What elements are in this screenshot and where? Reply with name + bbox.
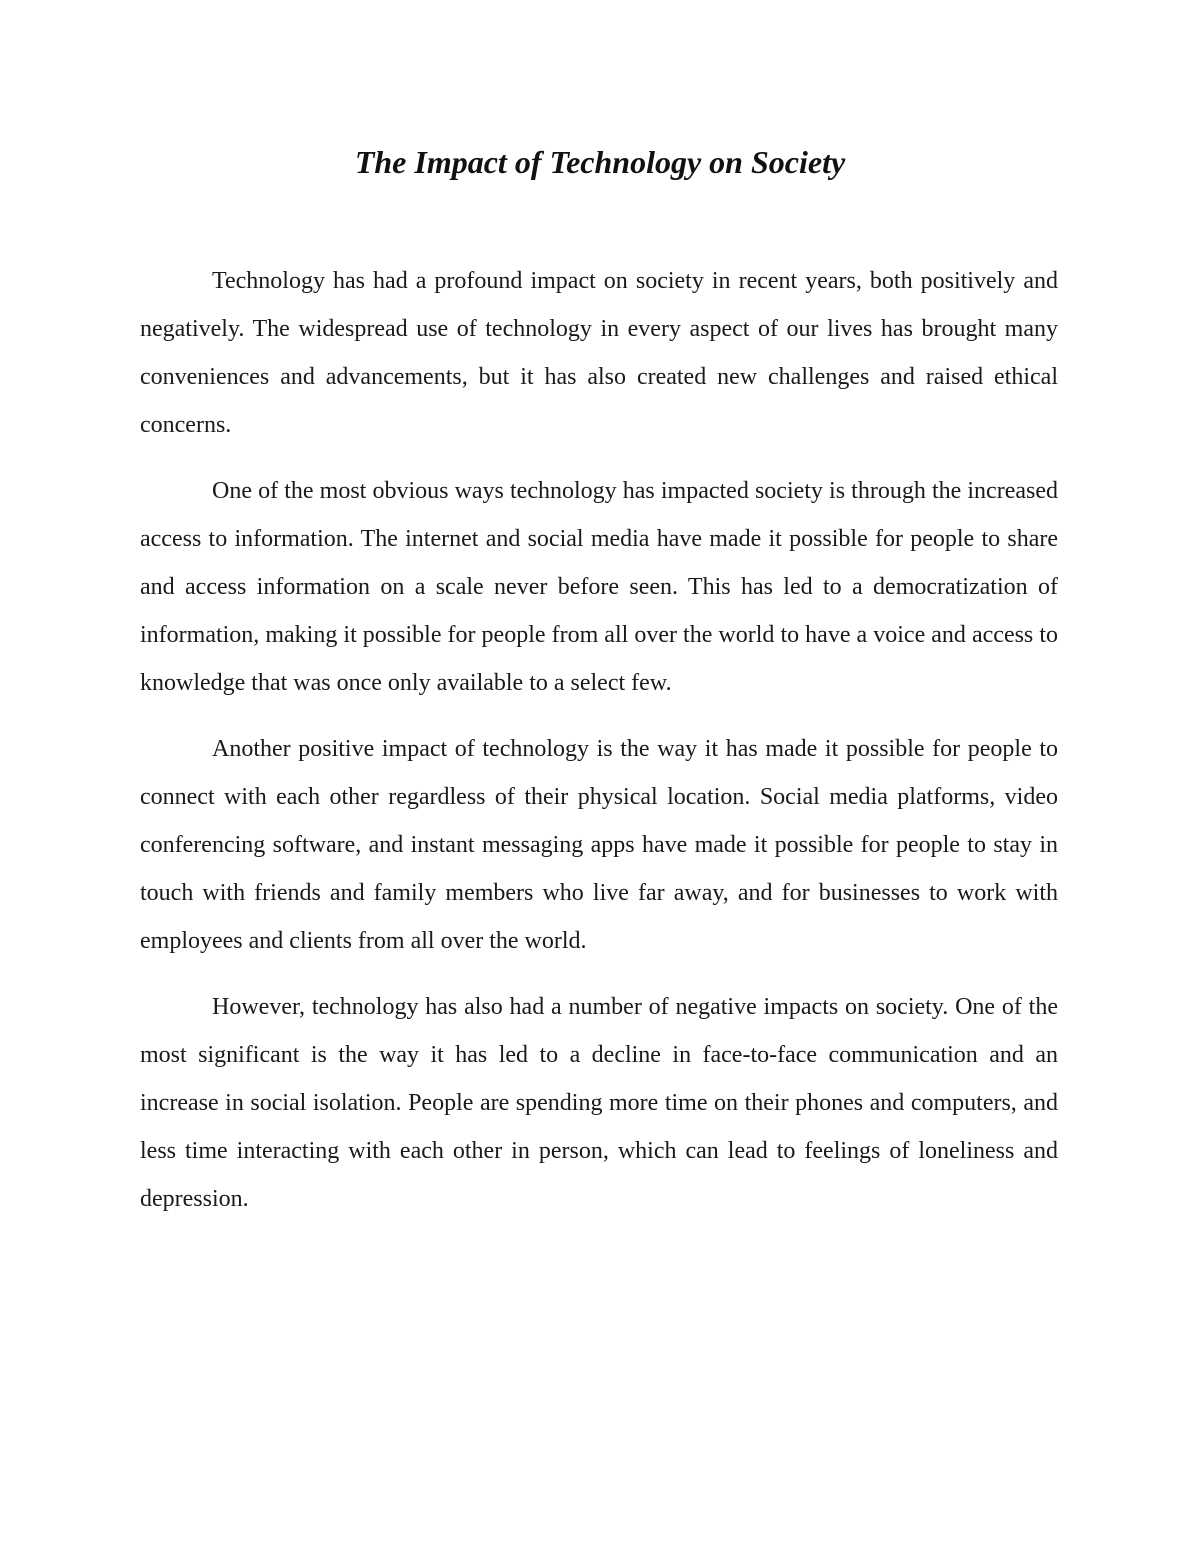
paragraph: One of the most obvious ways technology has impacted society is through the increased access to information. The internet and social media have made it possible for people to share and access information on a scale never before seen. This has led to a democratization of information, making it possible for people from all over the world to have a voice and access to knowledge that was once only available to a select few. (140, 478, 1058, 696)
document-body (140, 257, 1058, 1241)
paragraph: Technology has had a profound impact on society in recent years, both positively and negatively. The widespread use of technology in every aspect of our lives has brought many conveniences and advancements, but it has also created new challenges and raised ethical concerns. (140, 268, 1058, 438)
document-title: The Impact of Technology on Society (354, 144, 846, 180)
paragraph: However, technology has also had a number of negative impacts on society. One of the most significant is the way it has led to a decline in face-to-face communication and an increase in social isolation. People are spending more time on their phones and computers, and less time interacting with each other in person, which can lead to feelings of loneliness and depression. (140, 994, 1058, 1212)
paragraph: Another positive impact of technology is the way it has made it possible for people to connect with each other regardless of their physical location. Social media platforms, video conferencing software, and instant messaging apps have made it possible for people to stay in touch with friends and family members who live far away, and for businesses to work with employees and clients from all over the world. (140, 736, 1058, 954)
